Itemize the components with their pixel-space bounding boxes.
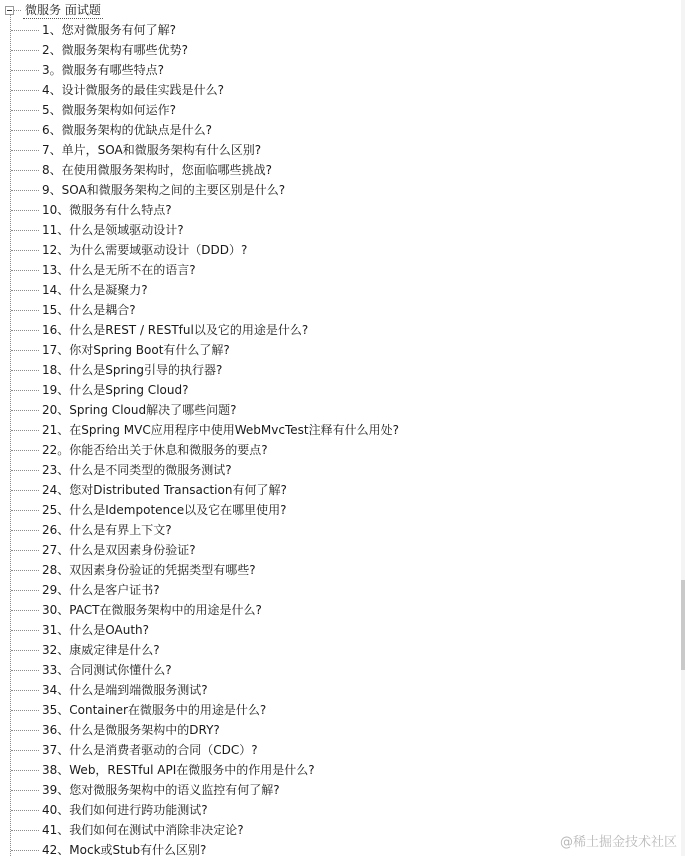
tree-item[interactable] — [0, 40, 399, 60]
tree-item[interactable] — [0, 620, 399, 640]
tree-connector-line — [11, 690, 39, 691]
tree-connector-line — [11, 390, 39, 391]
tree-connector-line — [11, 350, 39, 351]
tree-item-label: 17、你对Spring Boot有什么了解? — [42, 343, 230, 357]
tree-connector-line — [11, 170, 39, 171]
tree-item-label: 38、Web，RESTful API在微服务中的作用是什么? — [42, 763, 315, 777]
tree-connector-line — [11, 110, 39, 111]
tree-connector-line — [11, 770, 39, 771]
tree-item[interactable] — [0, 440, 399, 460]
tree-connector-line — [11, 270, 39, 271]
tree-item-label: 21、在Spring MVC应用程序中使用WebMvcTest注释有什么用处? — [42, 423, 399, 437]
tree-item[interactable] — [0, 400, 399, 420]
tree-connector-line — [11, 750, 39, 751]
scrollbar-track[interactable] — [681, 0, 685, 856]
tree-item-label: 28、双因素身份验证的凭据类型有哪些? — [42, 563, 256, 577]
tree-connector-line — [11, 610, 39, 611]
tree-item-label: 1、您对微服务有何了解? — [42, 23, 177, 37]
tree-item[interactable] — [0, 180, 399, 200]
tree-connector-line — [11, 830, 39, 831]
tree-connector-line — [11, 850, 39, 851]
tree-item[interactable] — [0, 540, 399, 560]
tree-item[interactable] — [0, 460, 399, 480]
tree-item-label: 39、您对微服务架构中的语义监控有何了解? — [42, 783, 280, 797]
tree-item[interactable] — [0, 60, 399, 80]
tree-connector-line — [11, 150, 39, 151]
tree-item[interactable] — [0, 720, 399, 740]
tree-connector-line — [11, 630, 39, 631]
tree-item-label: 41、我们如何在测试中消除非决定论? — [42, 823, 244, 837]
tree-connector-line — [11, 530, 39, 531]
tree-item-label: 3。微服务有哪些特点? — [42, 63, 165, 77]
tree-connector-line — [11, 210, 39, 211]
tree-item-label: 12、为什么需要域驱动设计（DDD）? — [42, 243, 248, 257]
tree-item[interactable] — [0, 300, 399, 320]
tree-item[interactable] — [0, 820, 399, 840]
tree-connector-line — [11, 410, 39, 411]
tree-item-label: 6、微服务架构的优缺点是什么? — [42, 123, 213, 137]
tree-item-label: 19、什么是Spring Cloud? — [42, 383, 189, 397]
tree-item-label: 27、什么是双因素身份验证? — [42, 543, 196, 557]
tree-item-label: 22。你能否给出关于休息和微服务的要点? — [42, 443, 268, 457]
tree-item-label: 25、什么是Idempotence以及它在哪里使用? — [42, 503, 287, 517]
tree-item[interactable] — [0, 480, 399, 500]
tree-item-label: 4、设计微服务的最佳实践是什么? — [42, 83, 225, 97]
tree-item[interactable] — [0, 740, 399, 760]
tree-connector-line — [11, 710, 39, 711]
tree-item[interactable] — [0, 160, 399, 180]
tree-item[interactable] — [0, 200, 399, 220]
tree-item[interactable] — [0, 140, 399, 160]
tree-item[interactable] — [0, 840, 399, 860]
tree-connector-line — [11, 510, 39, 511]
tree-item[interactable] — [0, 780, 399, 800]
tree-item-label: 24、您对Distributed Transaction有何了解? — [42, 483, 287, 497]
tree-item[interactable] — [0, 340, 399, 360]
tree-item-label: 36、什么是微服务架构中的DRY? — [42, 723, 220, 737]
tree-item-label: 29、什么是客户证书? — [42, 583, 160, 597]
tree-item[interactable] — [0, 220, 399, 240]
tree-item[interactable] — [0, 260, 399, 280]
tree-connector-line — [11, 550, 39, 551]
tree-item-label: 37、什么是消费者驱动的合同（CDC）? — [42, 743, 258, 757]
tree-item[interactable] — [0, 660, 399, 680]
tree-item[interactable] — [0, 240, 399, 260]
tree-item[interactable] — [0, 500, 399, 520]
tree-connector-line — [11, 330, 39, 331]
tree-root-row[interactable] — [0, 1, 103, 19]
tree-connector-line — [11, 190, 39, 191]
tree-connector-line — [11, 730, 39, 731]
scrollbar-thumb[interactable] — [681, 580, 685, 670]
tree-item-label: 13、什么是无所不在的语言? — [42, 263, 196, 277]
tree-item-label: 20、Spring Cloud解决了哪些问题? — [42, 403, 237, 417]
tree-item-label: 7、单片，SOA和微服务架构有什么区别? — [42, 143, 262, 157]
tree-item-label: 40、我们如何进行跨功能测试? — [42, 803, 208, 817]
tree-root-label[interactable]: 微服务 面试题 — [25, 2, 101, 17]
tree-item[interactable] — [0, 420, 399, 440]
tree-connector-line — [11, 230, 39, 231]
tree-item[interactable] — [0, 580, 399, 600]
tree-item-label: 35、Container在微服务中的用途是什么? — [42, 703, 267, 717]
tree-connector-line — [11, 450, 39, 451]
tree-item-label: 10、微服务有什么特点? — [42, 203, 172, 217]
tree-item[interactable] — [0, 380, 399, 400]
tree-connector-line — [11, 590, 39, 591]
tree-item[interactable] — [0, 80, 399, 100]
tree-connector-line — [11, 290, 39, 291]
tree-connector-line — [11, 430, 39, 431]
tree-item-label: 42、Mock或Stub有什么区别? — [42, 843, 207, 857]
tree-item-label: 5、微服务架构如何运作? — [42, 103, 177, 117]
root-connector-line — [14, 10, 21, 11]
tree-item-label: 31、什么是OAuth? — [42, 623, 149, 637]
tree-item-label: 15、什么是耦合? — [42, 303, 136, 317]
tree-children — [0, 20, 399, 860]
tree-connector-line — [11, 370, 39, 371]
tree-connector-line — [11, 50, 39, 51]
tree-item[interactable] — [0, 120, 399, 140]
tree-connector-line — [11, 670, 39, 671]
tree-connector-line — [11, 90, 39, 91]
tree-item-label: 11、什么是领域驱动设计? — [42, 223, 184, 237]
tree-connector-line — [11, 130, 39, 131]
tree-item-label: 14、什么是凝聚力? — [42, 283, 148, 297]
tree-connector-line — [11, 70, 39, 71]
tree-connector-line — [11, 470, 39, 471]
tree-item[interactable] — [0, 20, 399, 40]
tree-item[interactable] — [0, 100, 399, 120]
tree-connector-line — [11, 30, 39, 31]
watermark-text: @稀土掘金技术社区 — [559, 835, 677, 850]
tree-connector-line — [11, 310, 39, 311]
tree-connector-line — [11, 810, 39, 811]
tree-item-label: 2、微服务架构有哪些优势? — [42, 43, 189, 57]
tree-item-label: 23、什么是不同类型的微服务测试? — [42, 463, 232, 477]
tree-item-label: 18、什么是Spring引导的执行器? — [42, 363, 223, 377]
tree-item-label: 32、康威定律是什么? — [42, 643, 160, 657]
tree-item[interactable] — [0, 600, 399, 620]
tree-item[interactable] — [0, 680, 399, 700]
tree-connector-line — [11, 790, 39, 791]
tree-item[interactable] — [0, 360, 399, 380]
tree-item[interactable] — [0, 520, 399, 540]
tree-item[interactable] — [0, 800, 399, 820]
tree-item-label: 9、SOA和微服务架构之间的主要区别是什么? — [42, 183, 286, 197]
tree-item-label: 26、什么是有界上下文? — [42, 523, 172, 537]
tree-connector-line — [11, 650, 39, 651]
tree-connector-line — [11, 490, 39, 491]
tree-item[interactable] — [0, 280, 399, 300]
tree-item-label: 33、合同测试你懂什么? — [42, 663, 172, 677]
tree-connector-line — [11, 250, 39, 251]
tree-item-label: 30、PACT在微服务架构中的用途是什么? — [42, 603, 262, 617]
tree-item[interactable] — [0, 560, 399, 580]
tree-item[interactable] — [0, 320, 399, 340]
tree-item-label: 16、什么是REST / RESTful以及它的用途是什么? — [42, 323, 309, 337]
tree-item[interactable] — [0, 760, 399, 780]
tree-item-label: 8、在使用微服务架构时，您面临哪些挑战? — [42, 163, 273, 177]
tree-item-label: 34、什么是端到端微服务测试? — [42, 683, 208, 697]
tree-connector-line — [11, 570, 39, 571]
tree-item[interactable] — [0, 640, 399, 660]
tree-item[interactable] — [0, 700, 399, 720]
